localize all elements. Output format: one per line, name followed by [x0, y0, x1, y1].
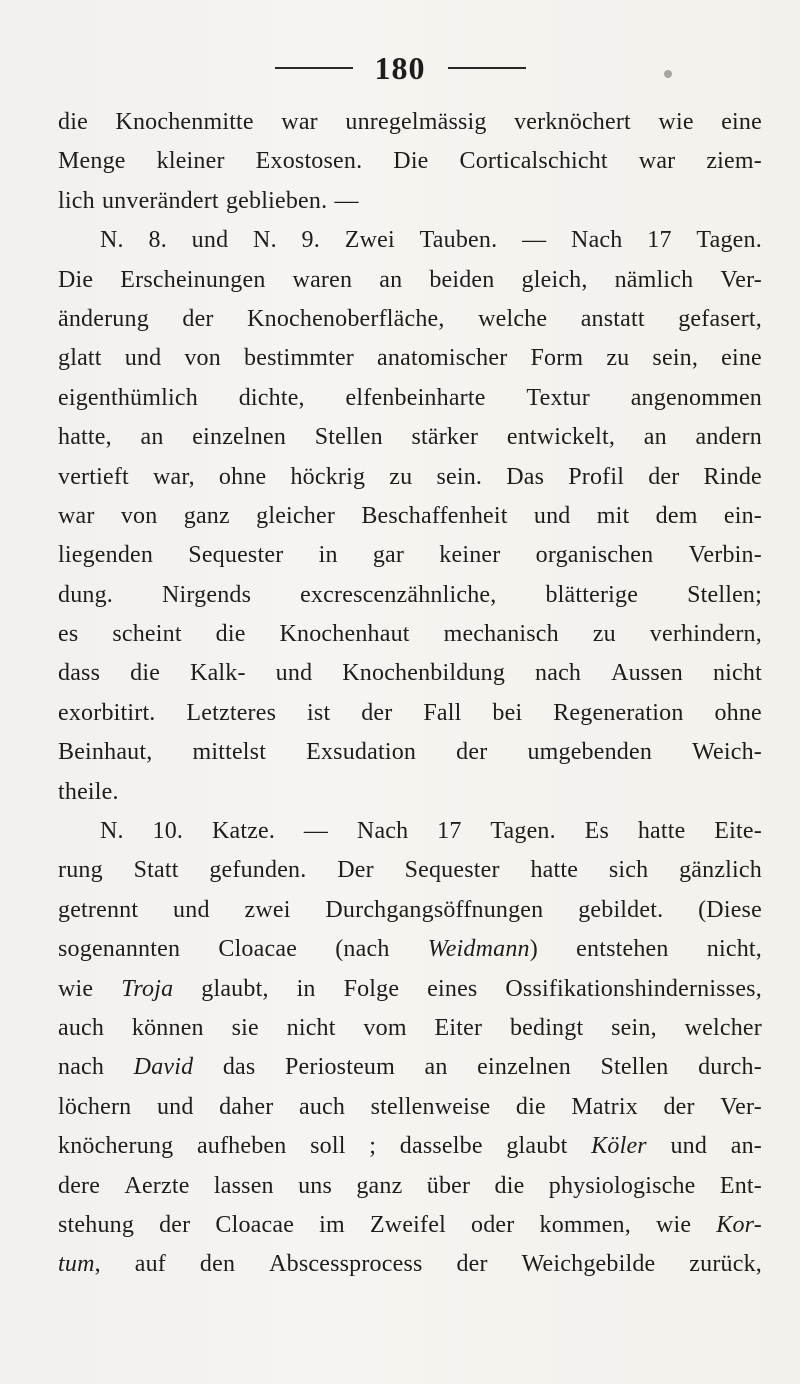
- word: stellenweise: [370, 1093, 491, 1120]
- word: exorbitirt.: [58, 699, 156, 726]
- word: und: [275, 660, 313, 687]
- word: gebildet.: [578, 896, 664, 923]
- word: nämlich: [614, 266, 694, 293]
- word: an-: [730, 1133, 762, 1160]
- word: Tagen.: [696, 227, 762, 254]
- word: ohne: [714, 699, 762, 726]
- word: Die: [58, 266, 94, 293]
- word: dasselbe: [399, 1133, 483, 1160]
- word: verknöchert: [514, 109, 631, 135]
- word: Durchgangsöffnungen: [325, 896, 544, 923]
- text-line: [58, 418, 762, 457]
- text-line: [58, 300, 762, 339]
- word: 17: [647, 227, 672, 254]
- text-line: [58, 851, 762, 890]
- word: ohne: [218, 463, 267, 490]
- word: Weich-: [692, 739, 762, 766]
- text-line: [58, 694, 762, 733]
- word: Nach: [571, 227, 623, 254]
- word: auch: [298, 1093, 346, 1120]
- word: (nach: [335, 936, 390, 963]
- word: Kor-: [716, 1211, 762, 1238]
- word: nach: [58, 1054, 105, 1081]
- word: zu: [606, 345, 630, 372]
- word: nicht: [286, 1014, 336, 1041]
- word: über: [426, 1172, 471, 1199]
- word: andern: [695, 424, 762, 451]
- word: bestimmter: [244, 345, 354, 372]
- word: kommen,: [539, 1211, 631, 1238]
- word: Tauben.: [419, 227, 498, 254]
- word: Zwei: [344, 227, 395, 254]
- word: Die: [393, 148, 429, 175]
- word: Profil: [568, 463, 625, 490]
- word: Knochenoberfläche,: [247, 305, 445, 332]
- word: blätterige: [545, 581, 639, 608]
- word: dung.: [58, 581, 113, 608]
- text-line: [58, 733, 762, 772]
- word: sein,: [652, 345, 699, 372]
- word: dere: [58, 1172, 101, 1199]
- word: der: [159, 1211, 191, 1238]
- word: vom: [363, 1014, 407, 1041]
- word: an: [643, 424, 667, 451]
- word: sein.: [436, 463, 483, 490]
- word: gar: [372, 542, 405, 569]
- text-line: [58, 1127, 762, 1166]
- word: Exostosen.: [255, 148, 363, 175]
- text-line: [58, 812, 762, 851]
- word: eine: [721, 345, 762, 372]
- word: Cloacae: [218, 936, 298, 963]
- word: Eite-: [714, 818, 762, 845]
- word: 17: [437, 818, 462, 845]
- word: stehung: [58, 1211, 135, 1238]
- word: zurück,: [689, 1251, 762, 1278]
- text-line: [58, 1009, 762, 1048]
- word: Kalk-: [190, 660, 246, 687]
- word: Folge: [343, 975, 400, 1002]
- word: gleicher: [256, 502, 336, 529]
- word: gleich,: [521, 266, 588, 293]
- word: welche: [478, 305, 548, 332]
- word: Köler: [591, 1133, 647, 1160]
- text-line: [58, 497, 762, 536]
- word: war: [638, 148, 676, 175]
- word: ist: [307, 699, 331, 726]
- text-line: [58, 891, 762, 930]
- word: Troja: [121, 975, 174, 1002]
- word: die: [215, 621, 246, 648]
- word: tum,: [58, 1251, 101, 1278]
- word: eines: [427, 975, 478, 1002]
- word: mit: [596, 502, 630, 529]
- word: kleiner: [156, 148, 225, 175]
- word: Matrix: [571, 1093, 638, 1120]
- word: soll: [310, 1133, 346, 1160]
- word: knöcherung: [58, 1133, 174, 1160]
- word: Exsudation: [306, 739, 417, 766]
- text-line: [58, 339, 762, 378]
- page-header: [0, 46, 800, 90]
- word: eine: [721, 109, 762, 135]
- word: anstatt: [580, 305, 645, 332]
- word: sich: [608, 857, 649, 884]
- word: Verbin-: [688, 542, 762, 569]
- text-line: [58, 142, 762, 181]
- word: 9.: [301, 227, 320, 254]
- text-line: [58, 221, 762, 260]
- word: Nach: [356, 818, 409, 845]
- text-line: [58, 654, 762, 693]
- text-line: [58, 615, 762, 654]
- word: einzelnen: [192, 424, 287, 451]
- word: geblieben.: [225, 187, 328, 214]
- word: Es: [584, 818, 610, 845]
- word: an: [424, 1054, 448, 1081]
- word: hatte: [530, 857, 579, 884]
- word: anatomischer: [377, 345, 508, 372]
- text-line: [58, 773, 762, 812]
- word: 10.: [152, 818, 184, 845]
- word: lassen: [213, 1172, 274, 1199]
- word: liegenden: [58, 542, 154, 569]
- word: ein-: [723, 502, 762, 529]
- word: das: [222, 1054, 256, 1081]
- word: —: [334, 187, 359, 214]
- word: die: [494, 1172, 525, 1199]
- word: lich: [58, 187, 95, 214]
- word: mittelst: [192, 739, 267, 766]
- word: waren: [292, 266, 353, 293]
- word: rung: [58, 857, 103, 884]
- word: Letzteres: [186, 699, 277, 726]
- word: zwei: [244, 896, 291, 923]
- word: die: [515, 1093, 546, 1120]
- word: zu: [389, 463, 413, 490]
- word: unregelmässig: [345, 109, 487, 135]
- word: unverändert: [101, 187, 219, 214]
- word: beiden: [429, 266, 495, 293]
- text-line: [58, 103, 762, 142]
- word: N.: [100, 227, 124, 254]
- word: an: [140, 424, 164, 451]
- word: eigenthümlich: [58, 384, 198, 411]
- word: Menge: [58, 148, 126, 175]
- word: Beinhaut,: [58, 739, 153, 766]
- word: glaubt,: [201, 975, 269, 1002]
- word: Weichgebilde: [521, 1251, 656, 1278]
- word: Fall: [423, 699, 462, 726]
- word: hatte,: [58, 424, 112, 451]
- word: Das: [506, 463, 545, 490]
- text-line: [58, 970, 762, 1009]
- word: —: [522, 227, 547, 254]
- word: der: [182, 305, 214, 332]
- word: Cloacae: [215, 1211, 295, 1238]
- header-rule-left: [275, 67, 353, 69]
- word: sogenannten: [58, 936, 181, 963]
- word: war,: [153, 463, 195, 490]
- word: theile.: [58, 778, 119, 805]
- word: im: [319, 1211, 345, 1238]
- word: es: [58, 621, 79, 648]
- word: Textur: [526, 384, 590, 411]
- word: dass: [58, 660, 101, 687]
- word: auch: [58, 1014, 105, 1041]
- text-line: [58, 1167, 762, 1206]
- word: Ver-: [720, 266, 762, 293]
- word: Tagen.: [490, 818, 556, 845]
- word: oder: [471, 1211, 515, 1238]
- word: gefasert,: [678, 305, 762, 332]
- word: elfenbeinharte: [345, 384, 486, 411]
- header-rule-right: [448, 67, 526, 69]
- word: von: [120, 502, 158, 529]
- word: die: [58, 109, 88, 135]
- word: Zweifel: [369, 1211, 446, 1238]
- word: getrennt: [58, 896, 139, 923]
- word: Aussen: [611, 660, 683, 687]
- word: ganz: [356, 1172, 403, 1199]
- word: Eiter: [434, 1014, 483, 1041]
- word: entstehen: [576, 936, 669, 963]
- word: sein,: [611, 1014, 657, 1041]
- word: der: [456, 739, 488, 766]
- word: auf: [134, 1251, 166, 1278]
- word: der: [648, 463, 680, 490]
- word: Knochenmitte: [115, 109, 254, 135]
- word: verhindern,: [649, 621, 762, 648]
- word: und: [124, 345, 162, 372]
- word: Erscheinungen: [120, 266, 266, 293]
- word: uns: [298, 1172, 333, 1199]
- word: nicht,: [706, 936, 762, 963]
- word: welcher: [684, 1014, 762, 1041]
- word: und: [156, 1093, 194, 1120]
- word: und: [533, 502, 571, 529]
- word: von: [184, 345, 221, 372]
- word: keiner: [439, 542, 501, 569]
- word: Knochenbildung: [342, 660, 506, 687]
- word: Der: [337, 857, 374, 884]
- word: bedingt: [509, 1014, 584, 1041]
- word: ;: [369, 1133, 377, 1160]
- word: Sequester: [188, 542, 284, 569]
- word: vertieft: [58, 463, 129, 490]
- word: dem: [655, 502, 698, 529]
- text-line: [58, 1048, 762, 1087]
- word: nach: [535, 660, 582, 687]
- text-line: [58, 458, 762, 497]
- word: Ver-: [720, 1093, 762, 1120]
- word: Nirgends: [161, 581, 252, 608]
- word: höckrig: [290, 463, 366, 490]
- word: nicht: [712, 660, 762, 687]
- text-line: [58, 1245, 762, 1284]
- word: Aerzte: [124, 1172, 190, 1199]
- word: der: [361, 699, 393, 726]
- word: glaubt: [506, 1133, 568, 1160]
- word: gänzlich: [679, 857, 762, 884]
- word: dichte,: [238, 384, 305, 411]
- text-line: [58, 536, 762, 575]
- word: Stellen;: [687, 581, 762, 608]
- word: mechanisch: [443, 621, 559, 648]
- word: aufheben: [196, 1133, 287, 1160]
- word: Beschaffenheit: [361, 502, 508, 529]
- word: David: [133, 1054, 194, 1081]
- text-line: [58, 1206, 762, 1245]
- word: Statt: [133, 857, 179, 884]
- word: —: [303, 818, 329, 845]
- word: wie: [655, 1211, 692, 1238]
- word: excrescenzähnliche,: [300, 581, 497, 608]
- word: einzelnen: [477, 1054, 571, 1081]
- word: organischen: [535, 542, 654, 569]
- word: und: [670, 1133, 708, 1160]
- word: N.: [253, 227, 277, 254]
- word: sie: [231, 1014, 259, 1041]
- word: zu: [592, 621, 616, 648]
- word: Katze.: [211, 818, 276, 845]
- text-line: [58, 1088, 762, 1127]
- word: umgebenden: [527, 739, 653, 766]
- word: wie: [658, 109, 694, 135]
- word: der: [663, 1093, 695, 1120]
- word: war: [58, 502, 95, 529]
- text-line: [58, 576, 762, 615]
- word: Weidmann): [427, 936, 538, 963]
- word: angenommen: [630, 384, 762, 411]
- word: in: [296, 975, 316, 1002]
- word: durch-: [698, 1054, 762, 1081]
- text-line: [58, 261, 762, 300]
- word: Knochenhaut: [279, 621, 410, 648]
- word: hatte: [637, 818, 686, 845]
- page-number: 180: [374, 49, 426, 86]
- word: ziem-: [706, 148, 762, 175]
- word: löchern: [58, 1093, 132, 1120]
- body-text: [58, 103, 762, 1285]
- word: Stellen: [314, 424, 383, 451]
- word: Sequester: [404, 857, 500, 884]
- word: N.: [100, 818, 124, 845]
- word: Ent-: [719, 1172, 762, 1199]
- word: in: [318, 542, 338, 569]
- word: gefunden.: [209, 857, 307, 884]
- word: 8.: [148, 227, 167, 254]
- text-line: [58, 930, 762, 969]
- word: entwickelt,: [506, 424, 616, 451]
- word: Stellen: [600, 1054, 669, 1081]
- word: Form: [530, 345, 584, 372]
- word: den: [199, 1251, 236, 1278]
- word: und: [191, 227, 229, 254]
- word: Corticalschicht: [459, 148, 608, 175]
- text-line: [58, 379, 762, 418]
- word: stärker: [411, 424, 479, 451]
- word: Abscessprocess: [269, 1251, 423, 1278]
- word: die: [130, 660, 161, 687]
- word: (Diese: [698, 896, 762, 923]
- word: war: [281, 109, 318, 135]
- word: Rinde: [703, 463, 762, 490]
- ink-speck: [664, 70, 672, 78]
- word: wie: [58, 975, 94, 1002]
- word: Ossifikationshindernisses,: [505, 975, 762, 1002]
- word: bei: [492, 699, 523, 726]
- word: physiologische: [548, 1172, 696, 1199]
- word: ganz: [183, 502, 230, 529]
- word: daher: [219, 1093, 274, 1120]
- text-line: [58, 182, 762, 221]
- word: Regeneration: [553, 699, 684, 726]
- word: scheint: [112, 621, 182, 648]
- word: und: [173, 896, 210, 923]
- word: können: [131, 1014, 204, 1041]
- word: an: [379, 266, 403, 293]
- word: Periosteum: [285, 1054, 395, 1081]
- word: änderung: [58, 305, 149, 332]
- word: glatt: [58, 345, 102, 372]
- word: der: [456, 1251, 488, 1278]
